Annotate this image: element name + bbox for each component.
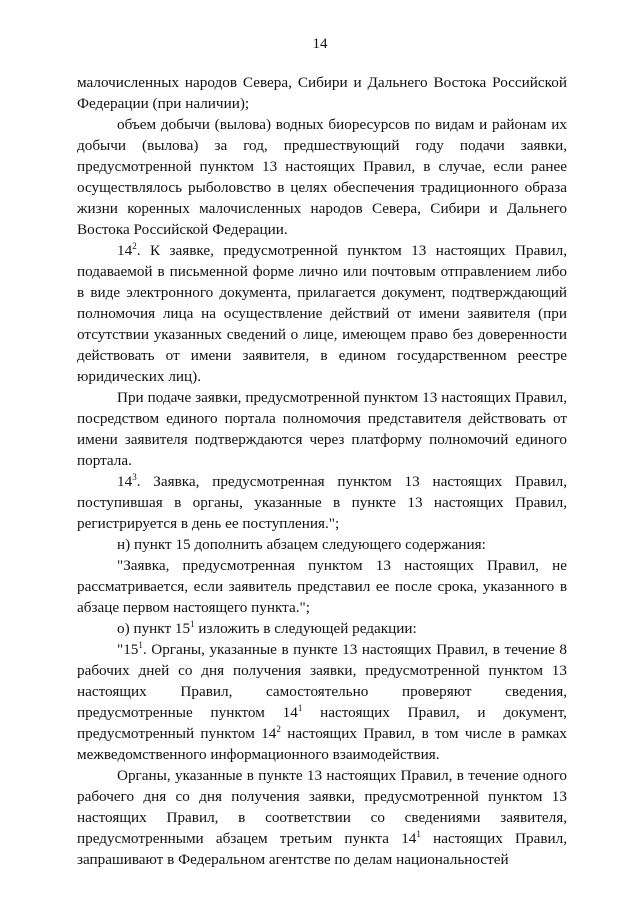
text-run: Органы, указанные в пункте 13 настоящих Правил, в течение одного рабочего дня со дня получения заявки, предусмотренной пунктом 13 настоящих Правил, в соответствии со сведениями заявителя, предусмотренными абзацем третьим пункта 14 <box>77 767 567 847</box>
text-run: При подаче заявки, предусмотренной пунктом 13 настоящих Правил, посредством единого портала полномочия представителя действовать от имени заявителя подтверждаются через платформу полномочий единого портала. <box>77 389 567 469</box>
text-run: настоящих Правил, в том числе в рамках межведомственного информационного взаимодействия. <box>77 725 568 763</box>
text-run: малочисленных народов Севера, Сибири и Дальнего Востока Российской Федерации (при наличии); <box>77 74 567 112</box>
paragraph <box>77 534 567 555</box>
superscript-index: 2 <box>276 724 281 734</box>
paragraph <box>77 618 567 639</box>
text-run: настоящих Правил, и документ, предусмотренный пунктом 14 <box>77 704 567 742</box>
paragraph <box>77 765 567 870</box>
text-run: 14 <box>117 473 133 490</box>
text-run: настоящих Правил, запрашивают в Федеральном агентстве по делам национальностей <box>77 830 568 868</box>
text-run: н) пункт 15 дополнить абзацем следующего содержания: <box>117 536 486 553</box>
text-run: "15 <box>117 641 139 658</box>
paragraph <box>77 555 567 618</box>
superscript-index: 3 <box>132 472 137 482</box>
paragraph <box>77 72 567 114</box>
superscript-index: 2 <box>132 241 137 251</box>
text-run: . Органы, указанные в пункте 13 настоящих Правил, в течение 8 рабочих дней со дня получения заявки, предусмотренной пунктом 13 настоящих Правил, самостоятельно проверяют сведения, предусмотренные пунктом 14 <box>77 641 567 721</box>
text-run: . К заявке, предусмотренной пунктом 13 настоящих Правил, подаваемой в письменной форме лично или почтовым отправлением либо в виде электронного документа, прилагается документ, подтверждающий полномочия лица на осуществление действий от имени заявителя (при отсутствии указанных сведений о лице, имеющем право без доверенности действовать от имени заявителя, в едином государственном реестре юридических лиц). <box>77 242 567 385</box>
superscript-index: 1 <box>416 829 421 839</box>
text-run: о) пункт 15 <box>117 620 191 637</box>
paragraph <box>77 471 567 534</box>
text-run: "Заявка, предусмотренная пунктом 13 настоящих Правил, не рассматривается, если заявитель представил ее после срока, указанного в абзаце первом настоящего пункта."; <box>77 557 567 616</box>
paragraph <box>77 639 567 765</box>
superscript-index: 1 <box>190 619 195 629</box>
paragraph <box>77 387 567 471</box>
paragraph <box>77 114 567 240</box>
superscript-index: 1 <box>297 703 303 713</box>
text-run: 14 <box>117 242 133 259</box>
superscript-index: 1 <box>138 640 143 650</box>
document-body <box>77 72 567 870</box>
text-run: изложить в следующей редакции: <box>194 620 417 637</box>
text-run: объем добычи (вылова) водных биоресурсов по видам и районам их добычи (вылова) за год, предшествующий году подачи заявки, предусмотренной пунктом 13 настоящих Правил, в случае, если ранее осуществлялось рыболовство в целях обеспечения традиционного образа жизни коренных малочисленных народов Севера, Сибири и Дальнего Востока Российской Федерации. <box>77 116 567 238</box>
text-run: . Заявка, предусмотренная пунктом 13 настоящих Правил, поступившая в органы, указанные в пункте 13 настоящих Правил, регистрируется в день ее поступления."; <box>77 473 567 532</box>
paragraph <box>77 240 567 387</box>
page-number: 14 <box>312 36 328 52</box>
